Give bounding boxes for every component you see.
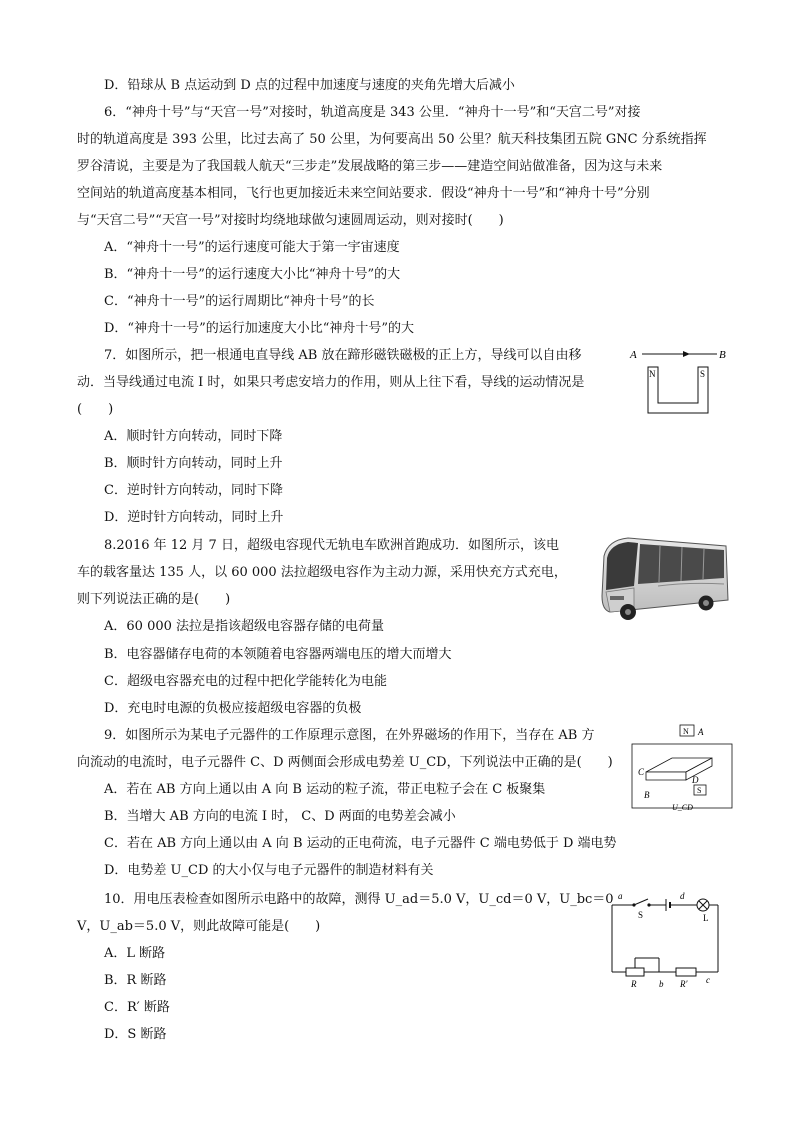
current-arrow-icon — [683, 351, 690, 357]
magnet-wire-figure — [628, 345, 732, 417]
bus-photo — [598, 526, 732, 634]
q9-stem-line: 9．如图所示为某电子元器件的工作原理示意图，在外界磁场的作用下，当存在 AB 方 — [104, 728, 595, 743]
resistor-r-label: R — [631, 979, 637, 989]
q10-stem-line: V，U_ab＝5.0 V，则此故障可能是( ) — [77, 919, 321, 934]
node-a-label: a — [618, 891, 623, 901]
q6-stem-line: 时的轨道高度是 393 公里，比过去高了 50 公里，为何要高出 50 公里？航天科技集团五院 GNC 分系统指挥 — [77, 132, 707, 147]
q6-option-d: D．“神舟十一号”的运行加速度大小比“神舟十号”的大 — [104, 321, 415, 336]
q8-option-d: D．充电时电源的负极应接超级电容器的负极 — [104, 701, 362, 716]
label-a: A — [698, 727, 704, 737]
magnet-s-label: S — [697, 786, 702, 795]
q9-option-c: C．若在 AB 方向上通以由 A 向 B 运动的正电荷流，电子元器件 C 端电势低于 D 端电势 — [104, 836, 617, 851]
q6-stem-line: 罗谷清说，主要是为了我国载人航天“三步走”发展战略的第三步——建造空间站做准备，因为这与未来 — [77, 159, 663, 174]
node-c-label: c — [706, 975, 710, 985]
label-ucd: U_CD — [672, 803, 693, 812]
q8-stem-line: 则下列说法正确的是( ) — [77, 592, 231, 607]
switch-s-label: S — [638, 910, 644, 920]
q7-stem-line: 7．如图所示，把一根通电直导线 AB 放在蹄形磁铁磁极的正上方，导线可以自由移 — [104, 348, 582, 363]
circuit-figure — [604, 888, 730, 990]
q9-option-a: A．若在 AB 方向上通以由 A 向 B 运动的粒子流，带正电粒子会在 C 板聚集 — [104, 782, 546, 797]
label-c: C — [638, 767, 645, 777]
q7-option-c: C．逆时针方向转动，同时下降 — [104, 483, 283, 498]
resistor-r-prime — [676, 968, 696, 976]
q10-option-a: A．L 断路 — [104, 946, 166, 961]
lamp-l-label: L — [703, 913, 709, 923]
node-b-label: b — [659, 979, 664, 989]
q7-option-d: D．逆时针方向转动，同时上升 — [104, 510, 284, 525]
label-d: D — [692, 775, 699, 785]
q10-option-d: D．S 断路 — [104, 1027, 167, 1042]
q9-option-b: B．当增大 AB 方向的电流 I 时， C、D 两面的电势差会减小 — [104, 809, 456, 824]
wire-end-a-label: A — [630, 349, 637, 361]
q10-stem-line: 10．用电压表检查如图所示电路中的故障，测得 U_ad＝5.0 V，U_cd＝0 V，U_bc＝0 — [104, 892, 614, 907]
pole-s-label: S — [700, 369, 706, 379]
q8-stem-line: 车的载客量达 135 人，以 60 000 法拉超级电容作为主动力源，采用快充方式充电， — [77, 565, 567, 580]
q6-option-a: A．“神舟十一号”的运行速度可能大于第一宇宙速度 — [104, 240, 400, 255]
q6-stem-line: 空间站的轨道高度基本相同，飞行也更加接近未来空间站要求．假设“神舟十一号”和“神舟十号”分别 — [77, 186, 650, 201]
hall-element-figure — [628, 722, 736, 812]
node-d-label: d — [680, 891, 685, 901]
magnet-n-label: N — [683, 727, 689, 736]
q6-option-b: B．“神舟十一号”的运行速度大小比“神舟十号”的大 — [104, 267, 401, 282]
q5-option-d: D．铅球从 B 点运动到 D 点的过程中加速度与速度的夹角先增大后减小 — [104, 78, 515, 93]
q6-stem-line: 6．“神舟十号”与“天宫一号”对接时，轨道高度是 343 公里．“神舟十一号”和“天宫二号”对接 — [104, 105, 641, 120]
label-b: B — [644, 790, 650, 800]
resistor-r-prime-label: R′ — [680, 979, 688, 989]
q7-stem-line: 动．当导线通过电流 I 时，如果只考虑安培力的作用，则从上往下看，导线的运动情况是 — [77, 375, 585, 390]
q6-option-c: C．“神舟十一号”的运行周期比“神舟十号”的长 — [104, 294, 375, 309]
switch-s — [634, 899, 648, 905]
q10-option-c: C．R′ 断路 — [104, 1000, 170, 1015]
wire-end-b-label: B — [719, 349, 726, 361]
q8-stem-line: 8.2016 年 12 月 7 日，超级电容现代无轨电车欧洲首跑成功．如图所示，该电 — [104, 538, 559, 553]
q8-option-b: B．电容器储存电荷的本领随着电容器两端电压的增大而增大 — [104, 647, 452, 662]
q7-option-b: B．顺时针方向转动，同时上升 — [104, 456, 283, 471]
q8-option-a: A．60 000 法拉是指该超级电容器存储的电荷量 — [104, 619, 385, 634]
q9-option-d: D．电势差 U_CD 的大小仅与电子元器件的制造材料有关 — [104, 863, 434, 878]
q7-option-a: A．顺时针方向转动，同时下降 — [104, 429, 283, 444]
q10-option-b: B．R 断路 — [104, 973, 167, 988]
resistor-r — [626, 968, 644, 976]
pole-n-label: N — [649, 369, 656, 379]
q6-stem-line: 与“天宫二号”“天宫一号”对接时均绕地球做匀速圆周运动，则对接时( ) — [77, 213, 504, 228]
q8-option-c: C．超级电容器充电的过程中把化学能转化为电能 — [104, 674, 387, 689]
q9-stem-line: 向流动的电流时，电子元器件 C、D 两侧面会形成电势差 U_CD，下列说法中正确的是( ) — [77, 755, 613, 770]
q7-stem-line: ( ) — [77, 402, 114, 417]
horseshoe-magnet — [648, 367, 708, 413]
